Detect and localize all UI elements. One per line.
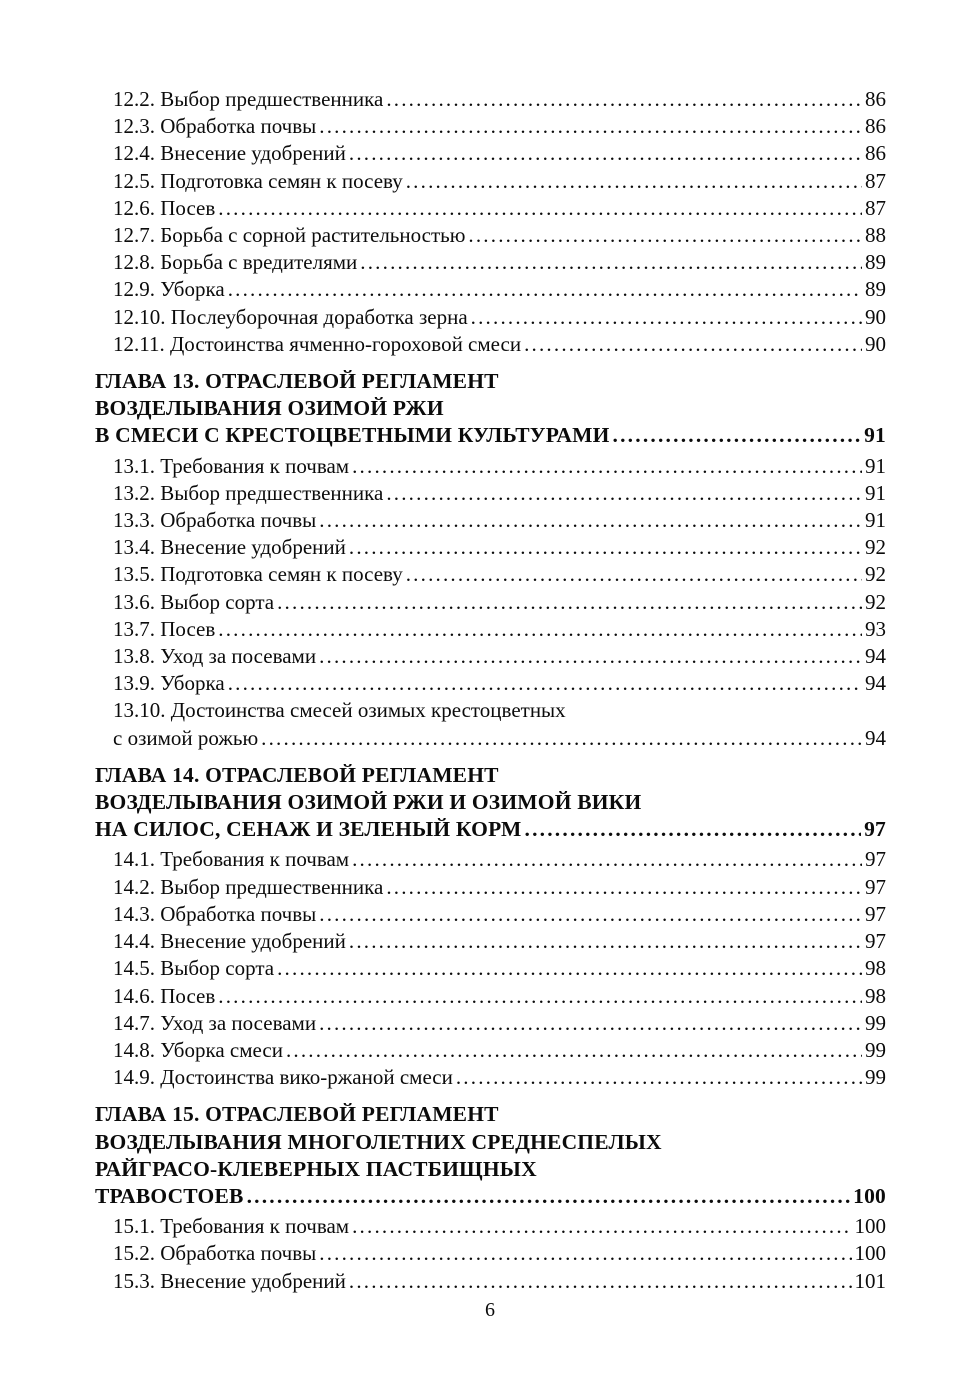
toc-entry-row: [95, 955, 886, 982]
toc-entry-row: [95, 1268, 886, 1295]
page-ref: 91: [865, 480, 886, 505]
toc-entry-row: [95, 874, 886, 901]
toc-entry-text: 12.9. Уборка: [113, 277, 225, 302]
toc-entry-text: 13.3. Обработка почвы: [113, 508, 317, 533]
toc-entry-text: 12.4. Внесение удобрений: [113, 141, 346, 166]
toc: [95, 86, 886, 1295]
toc-section: [95, 1101, 886, 1294]
toc-entry-text: 14.9. Достоинства вико-ржаной смеси: [113, 1065, 453, 1090]
toc-section: [95, 368, 886, 752]
dot-leader: [471, 304, 862, 331]
chapter-heading-row: [95, 1183, 886, 1210]
toc-entry-text: 13.5. Подготовка семян к посеву: [113, 562, 403, 587]
toc-entry-row: [95, 86, 886, 113]
toc-entry-text: 14.6. Посев: [113, 983, 216, 1008]
dot-leader: [228, 670, 862, 697]
chapter-heading-text: В СМЕСИ С КРЕСТОЦВЕТНЫМИ КУЛЬТУРАМИ: [95, 423, 610, 448]
toc-entry-row: [95, 480, 886, 507]
page-ref: 97: [865, 847, 886, 872]
dot-leader: [261, 725, 862, 752]
toc-entry-line: 13.10. Достоинства смесей озимых крестоцветных: [113, 698, 566, 723]
page-ref: 90: [865, 331, 886, 356]
page-ref: 86: [865, 141, 886, 166]
dot-leader: [525, 816, 862, 843]
toc-entry-row: [95, 195, 886, 222]
toc-entry-row: [95, 643, 886, 670]
page-ref: 97: [864, 817, 886, 842]
dot-leader: [360, 249, 862, 276]
dot-leader: [286, 1037, 862, 1064]
chapter-heading-line: ГЛАВА 13. ОТРАСЛЕВОЙ РЕГЛАМЕНТ: [95, 369, 499, 394]
page-ref: 92: [865, 535, 886, 560]
dot-leader: [352, 453, 862, 480]
toc-entry-text: 14.5. Выбор сорта: [113, 956, 275, 981]
toc-entry-text: 12.8. Борьба с вредителями: [113, 250, 358, 275]
page-ref: 100: [854, 1241, 886, 1266]
page-ref: 99: [865, 1037, 886, 1062]
page-ref: 86: [865, 114, 886, 139]
dot-leader: [349, 534, 862, 561]
toc-entry-row: [95, 1213, 886, 1240]
page-ref: 86: [865, 87, 886, 111]
page-ref: 92: [865, 562, 886, 587]
footer-page-number: 6: [485, 1299, 495, 1321]
chapter-heading-line: ВОЗДЕЛЫВАНИЯ ОЗИМОЙ РЖИ И ОЗИМОЙ ВИКИ: [95, 790, 642, 815]
page-ref: 97: [865, 929, 886, 954]
toc-entry-row: [95, 507, 886, 534]
toc-entry-text: 13.1. Требования к почвам: [113, 453, 350, 478]
page-ref: 97: [865, 901, 886, 926]
toc-entry-text: 13.9. Уборка: [113, 671, 225, 696]
dot-leader: [349, 928, 862, 955]
page-ref: 94: [865, 725, 886, 750]
chapter-heading-line: ГЛАВА 15. ОТРАСЛЕВОЙ РЕГЛАМЕНТ: [95, 1102, 499, 1127]
toc-entry-row: [95, 616, 886, 643]
dot-leader: [319, 643, 862, 670]
toc-entry-row: [95, 1037, 886, 1064]
toc-entry-row: [95, 276, 886, 303]
dot-leader: [349, 1268, 852, 1295]
toc-entry-text: 14.2. Выбор предшественника: [113, 874, 384, 899]
dot-leader: [218, 195, 862, 222]
toc-entry-text: 12.11. Достоинства ячменно-гороховой смеси: [113, 331, 522, 356]
toc-entry-row: [95, 168, 886, 195]
toc-entry-row: [95, 846, 886, 873]
toc-entry-row: [95, 901, 886, 928]
dot-leader: [319, 1240, 851, 1267]
toc-entry-text: 12.2. Выбор предшественника: [113, 87, 384, 111]
chapter-heading-line: ГЛАВА 14. ОТРАСЛЕВОЙ РЕГЛАМЕНТ: [95, 762, 499, 787]
toc-entry-text: 14.1. Требования к почвам: [113, 847, 350, 872]
dot-leader: [468, 222, 862, 249]
chapter-heading: [95, 1101, 886, 1210]
toc-entry-row: [95, 113, 886, 140]
chapter-heading-text: НА СИЛОС, СЕНАЖ И ЗЕЛЕНЫЙ КОРМ: [95, 817, 522, 842]
toc-entry-text: с озимой рожью: [113, 725, 259, 750]
toc-entry-text: 13.6. Выбор сорта: [113, 589, 275, 614]
dot-leader: [456, 1064, 862, 1091]
toc-entry-text: 13.7. Посев: [113, 616, 216, 641]
toc-entry-row: [95, 561, 886, 588]
toc-entry-text: 15.3. Внесение удобрений: [113, 1268, 346, 1293]
page-ref: 100: [853, 1183, 886, 1208]
page-ref: 91: [865, 508, 886, 533]
chapter-heading: [95, 368, 886, 450]
page-ref: 88: [865, 223, 886, 248]
page-ref: 99: [865, 1065, 886, 1090]
toc-entry-text: 15.1. Требования к почвам: [113, 1214, 350, 1239]
page-ref: 87: [865, 195, 886, 220]
toc-entry-text: 14.3. Обработка почвы: [113, 901, 317, 926]
chapter-heading-text: ТРАВОСТОЕВ: [95, 1183, 244, 1208]
dot-leader: [386, 480, 862, 507]
page-ref: 93: [865, 616, 886, 641]
dot-leader: [524, 331, 862, 358]
toc-entry-text: 15.2. Обработка почвы: [113, 1241, 317, 1266]
toc-section: [95, 86, 886, 358]
dot-leader: [277, 955, 862, 982]
toc-entry-row: [95, 670, 886, 697]
page-ref: 89: [865, 277, 886, 302]
page-ref: 87: [865, 168, 886, 193]
dot-leader: [319, 901, 862, 928]
page-ref: 91: [865, 453, 886, 478]
toc-section: [95, 762, 886, 1091]
toc-entry-text: 13.2. Выбор предшественника: [113, 480, 384, 505]
toc-entry-row: [95, 589, 886, 616]
toc-entry-text: 13.4. Внесение удобрений: [113, 535, 346, 560]
dot-leader: [218, 983, 862, 1010]
toc-entry-text: 12.6. Посев: [113, 195, 216, 220]
chapter-heading-line: ВОЗДЕЛЫВАНИЯ ОЗИМОЙ РЖИ: [95, 396, 444, 421]
dot-leader: [319, 507, 862, 534]
page-ref: 97: [865, 874, 886, 899]
dot-leader: [319, 1010, 862, 1037]
dot-leader: [386, 874, 862, 901]
page-ref: 101: [854, 1268, 886, 1293]
page-ref: 99: [865, 1010, 886, 1035]
page-ref: 100: [854, 1214, 886, 1239]
toc-entry-row: [95, 725, 886, 752]
toc-entry-text: 12.5. Подготовка семян к посеву: [113, 168, 403, 193]
toc-entry-row: [95, 928, 886, 955]
toc-entry-row: [95, 1010, 886, 1037]
toc-entry-row: [95, 331, 886, 358]
toc-entry-text: 13.8. Уход за посевами: [113, 644, 317, 669]
chapter-heading-row: [95, 422, 886, 449]
page-ref: 89: [865, 250, 886, 275]
toc-entry-text: 12.10. Послеуборочная доработка зерна: [113, 304, 468, 329]
toc-entry-text: 14.4. Внесение удобрений: [113, 929, 346, 954]
page-ref: 94: [865, 644, 886, 669]
dot-leader: [228, 276, 862, 303]
toc-entry-row: [95, 534, 886, 561]
dot-leader: [352, 1213, 851, 1240]
page-ref: 98: [865, 956, 886, 981]
chapter-heading-line: ВОЗДЕЛЫВАНИЯ МНОГОЛЕТНИХ СРЕДНЕСПЕЛЫХ: [95, 1129, 662, 1154]
dot-leader: [319, 113, 862, 140]
toc-entry-row: [95, 249, 886, 276]
page-ref: 92: [865, 589, 886, 614]
toc-entry-row: [95, 304, 886, 331]
dot-leader: [406, 168, 862, 195]
toc-entry-row: [95, 1240, 886, 1267]
page-ref: 98: [865, 983, 886, 1008]
page-ref: 91: [864, 423, 886, 448]
toc-entry-text: 12.7. Борьба с сорной растительностью: [113, 223, 466, 248]
dot-leader: [352, 846, 862, 873]
dot-leader: [386, 86, 862, 113]
chapter-heading-row: [95, 816, 886, 843]
dot-leader: [406, 561, 862, 588]
dot-leader: [277, 589, 862, 616]
chapter-heading: [95, 762, 886, 844]
page-ref: 90: [865, 304, 886, 329]
page-ref: 94: [865, 671, 886, 696]
toc-entry-row: [95, 983, 886, 1010]
toc-entry-row: [95, 140, 886, 167]
chapter-heading-line: РАЙГРАСО-КЛЕВЕРНЫХ ПАСТБИЩНЫХ: [95, 1156, 537, 1181]
dot-leader: [218, 616, 862, 643]
toc-entry-text: 14.7. Уход за посевами: [113, 1010, 317, 1035]
toc-entry-row: [95, 222, 886, 249]
toc-entry-row: [95, 453, 886, 480]
dot-leader: [349, 140, 862, 167]
toc-entry-row: [95, 1064, 886, 1091]
dot-leader: [613, 422, 862, 449]
toc-entry-text: 14.8. Уборка смеси: [113, 1037, 283, 1062]
dot-leader: [247, 1183, 851, 1210]
toc-entry-text: 12.3. Обработка почвы: [113, 114, 317, 139]
